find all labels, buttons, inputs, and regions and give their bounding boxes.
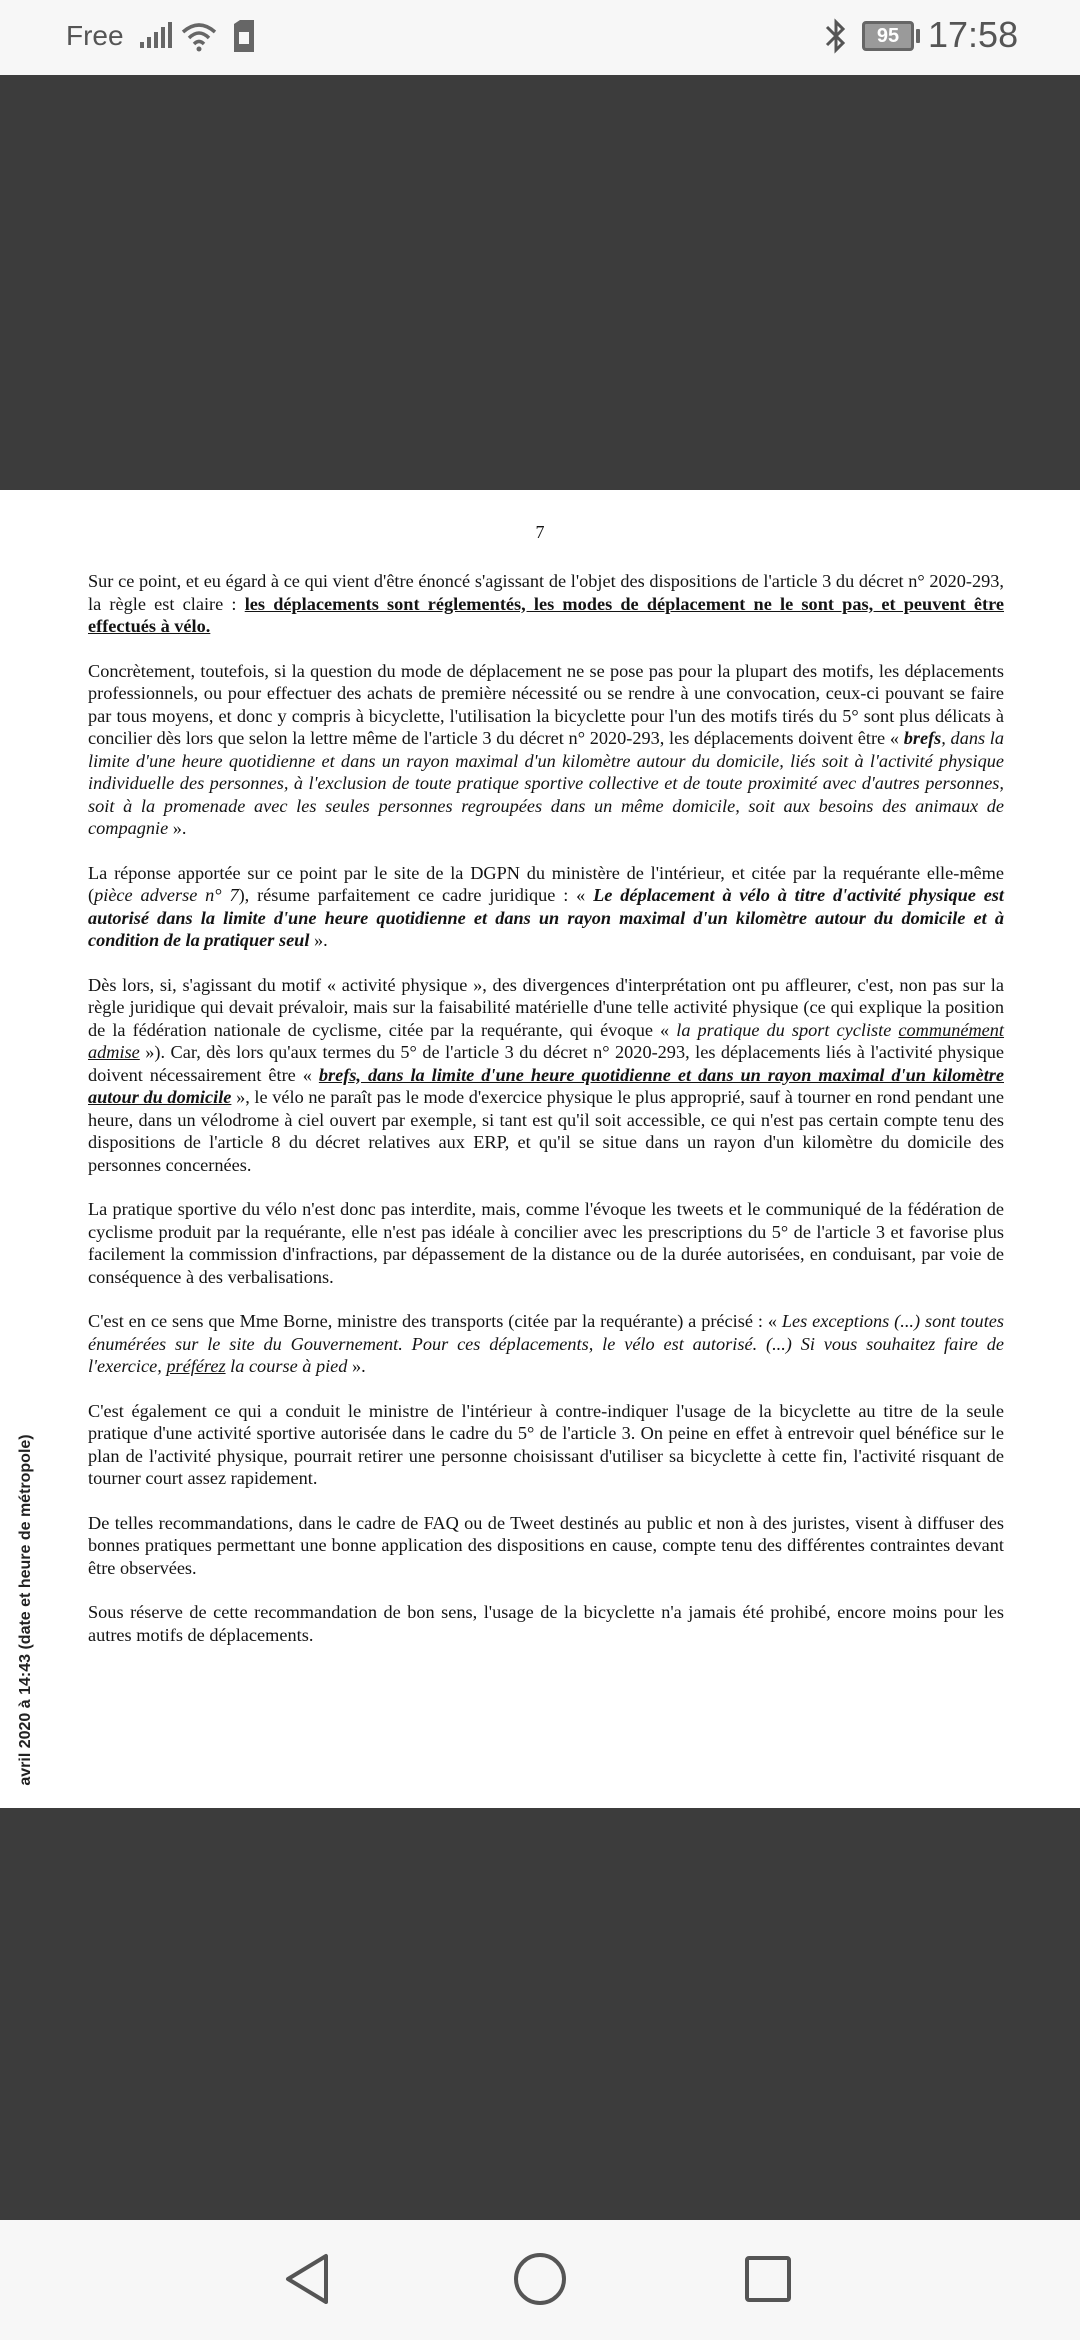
text-run-quote-underlined: préférez (166, 1356, 226, 1376)
document-background-bottom (0, 1808, 1080, 2220)
text-run-quote: la pratique du sport cycliste (676, 1019, 899, 1040)
text-run: ». (309, 930, 328, 950)
paragraph-9: Sous réserve de cette recommandation de bon sens, l'usage de la bicyclette n'a jamais été prohibé, encore moins pour les autres motifs de déplacements. (88, 1602, 1004, 1645)
recents-icon[interactable] (733, 2244, 803, 2314)
text-run-quote-underlined: communément admise (88, 1019, 1005, 1062)
text-run: Sur ce point, et eu égard à ce qui vient d'être énoncé s'agissant de l'objet des dispositions de l'article 3 du décret n° 2020-293, la règle est claire : (88, 571, 1004, 614)
text-run: La réponse apportée sur ce point par le site de la DGPN du ministère de l'intérieur, et citée par la requérante elle-même ( (88, 862, 1004, 905)
carrier-name: Free (66, 20, 124, 51)
text-run-reference: pièce adverse n° 7 (94, 885, 239, 905)
battery-tip (916, 29, 920, 43)
navigation-bar (0, 2220, 1080, 2340)
paragraph-5: La pratique sportive du vélo n'est donc pas interdite, mais, comme l'évoque les tweets et le communiqué de la fédération de cyclisme produit par la requérante, elle n'est pas idéale à concilier avec les prescriptions du 5° de l'article 3 et favorise plus facilement la commission d'infractions, par dépassement de la distance ou de la durée autorisées, en conduisant, par voie de conséquence à des verbalisations. (88, 1199, 1004, 1287)
back-icon[interactable] (274, 2244, 344, 2314)
side-stamp-text: avril 2020 à 14:43 (date et heure de métropole) (17, 1434, 34, 1786)
text-run-quote: la course à pied (225, 1356, 348, 1376)
text-run-quote-emphasis: brefs, dans la limite d'une heure quotidienne et dans un rayon maximal d'un kilomètre autour du domicile (88, 1064, 1004, 1107)
text-run: ». (168, 818, 187, 838)
text-run: », le vélo ne paraît pas le mode d'exercice physique le plus approprié, sauf à tourner en rond pendant une heure, dans un vélodrome à ciel ouvert par exemple, si tant est qu'il soit accessible, ce qui n'est pas certain compte tenu des dispositions de l'article 8 du décret relatives aux ERP, et qu'il se situe dans un rayon d'un kilomètre du domicile des personnes concernées. (88, 1087, 1004, 1175)
text-run: C'est en ce sens que Mme Borne, ministre des transports (citée par la requérante) a précisé : « (88, 1311, 782, 1331)
text-run-emphasis: brefs (903, 728, 942, 748)
sim-card-icon (232, 20, 256, 52)
bluetooth-icon (823, 16, 849, 56)
document-page[interactable] (0, 490, 1080, 1808)
text-run: ), résume parfaitement ce cadre juridique : « (238, 885, 594, 905)
text-run-quote: Les exceptions (...) sont toutes énumérées sur le site du Gouvernement. Pour ces déplacements, le vélo est autorisé. (...) Si vous souhaitez faire de l'exercice, (88, 1311, 1004, 1376)
side-stamp (14, 1410, 38, 1810)
text-run: Concrètement, toutefois, si la question du mode de déplacement ne se pose pas pour la plupart des motifs, les déplacements professionnels, ou pour effectuer des achats de première nécessité ou se rendre à une convocation, ceux-ci pouvant se faire par tous moyens, et donc y compris à bicyclette, l'utilisation la bicyclette pour l'un des motifs tirés du 5° sont plus délicats à concilier dès lors que selon la lettre même de l'article 3 du décret n° 2020-293, les déplacements doivent être « (88, 660, 1004, 748)
paragraph-2 (88, 660, 1004, 840)
clock: 17:58 (928, 14, 1019, 55)
signal-icon (138, 22, 172, 50)
page-number: 7 (535, 522, 545, 542)
paragraph-6 (88, 1310, 1004, 1378)
paragraph-3 (88, 862, 1004, 952)
status-bar (0, 0, 1080, 75)
paragraph-4 (88, 974, 1004, 1177)
paragraph-8: De telles recommandations, dans le cadre de FAQ ou de Tweet destinés au public et non à des juristes, visent à diffuser des bonnes pratiques permettant une bonne application des dispositions en cause, compte tenu des différentes contraintes devant être observées. (88, 1512, 1004, 1578)
text-run: Dès lors, si, s'agissant du motif « activité physique », des divergences d'interprétation ont pu affleurer, c'est, non pas sur la règle juridique qui devait prévaloir, mais sur la faisabilité matérielle d'une telle activité physique (ce qui explique la position de la fédération nationale de cyclisme, citée par la requérante, qui évoque « (88, 974, 1004, 1040)
document-background-top (0, 75, 1080, 490)
page-content (88, 570, 1004, 1668)
home-icon[interactable] (505, 2244, 575, 2314)
battery-indicator: 95 (862, 21, 914, 51)
text-run-quote: Le déplacement à vélo à titre d'activité physique est autorisé dans la limite d'une heure quotidienne et dans un rayon maximal d'un kilomètre autour du domicile et à condition de la pratiquer seul (88, 885, 1005, 950)
paragraph-7: C'est également ce qui a conduit le ministre de l'intérieur à contre-indiquer l'usage de la bicyclette au titre de la seule pratique d'une activité sportive autorisée dans le cadre du 5° de l'article 3. On peine en effet à entrevoir quel bénéfice sur le plan de l'activité physique, pourrait retirer une personne choisissant d'utiliser sa bicyclette à cette fin, l'activité risquant de tourner court assez rapidement. (88, 1400, 1004, 1488)
wifi-icon (180, 20, 218, 52)
paragraph-1 (88, 570, 1004, 638)
text-run: »). Car, dès lors qu'aux termes du 5° de l'article 3 du décret n° 2020-293, les déplacements liés à l'activité physique doivent nécessairement être « (88, 1042, 1004, 1085)
text-run: ». (347, 1356, 366, 1376)
text-run-emphasis: les déplacements sont réglementés, les modes de déplacement ne le sont pas, et peuvent être effectués à vélo. (88, 593, 1005, 636)
text-run-quote: , dans la limite d'une heure quotidienne et dans un rayon maximal d'un kilomètre autour du domicile, liés soit à l'activité physique individuelle des personnes, à l'exclusion de toute pratique sportive collective et de toute proximité avec d'autres personnes, soit à la promenade avec les seules personnes regroupées dans un même domicile, soit aux besoins des animaux de compagnie (88, 728, 1005, 838)
